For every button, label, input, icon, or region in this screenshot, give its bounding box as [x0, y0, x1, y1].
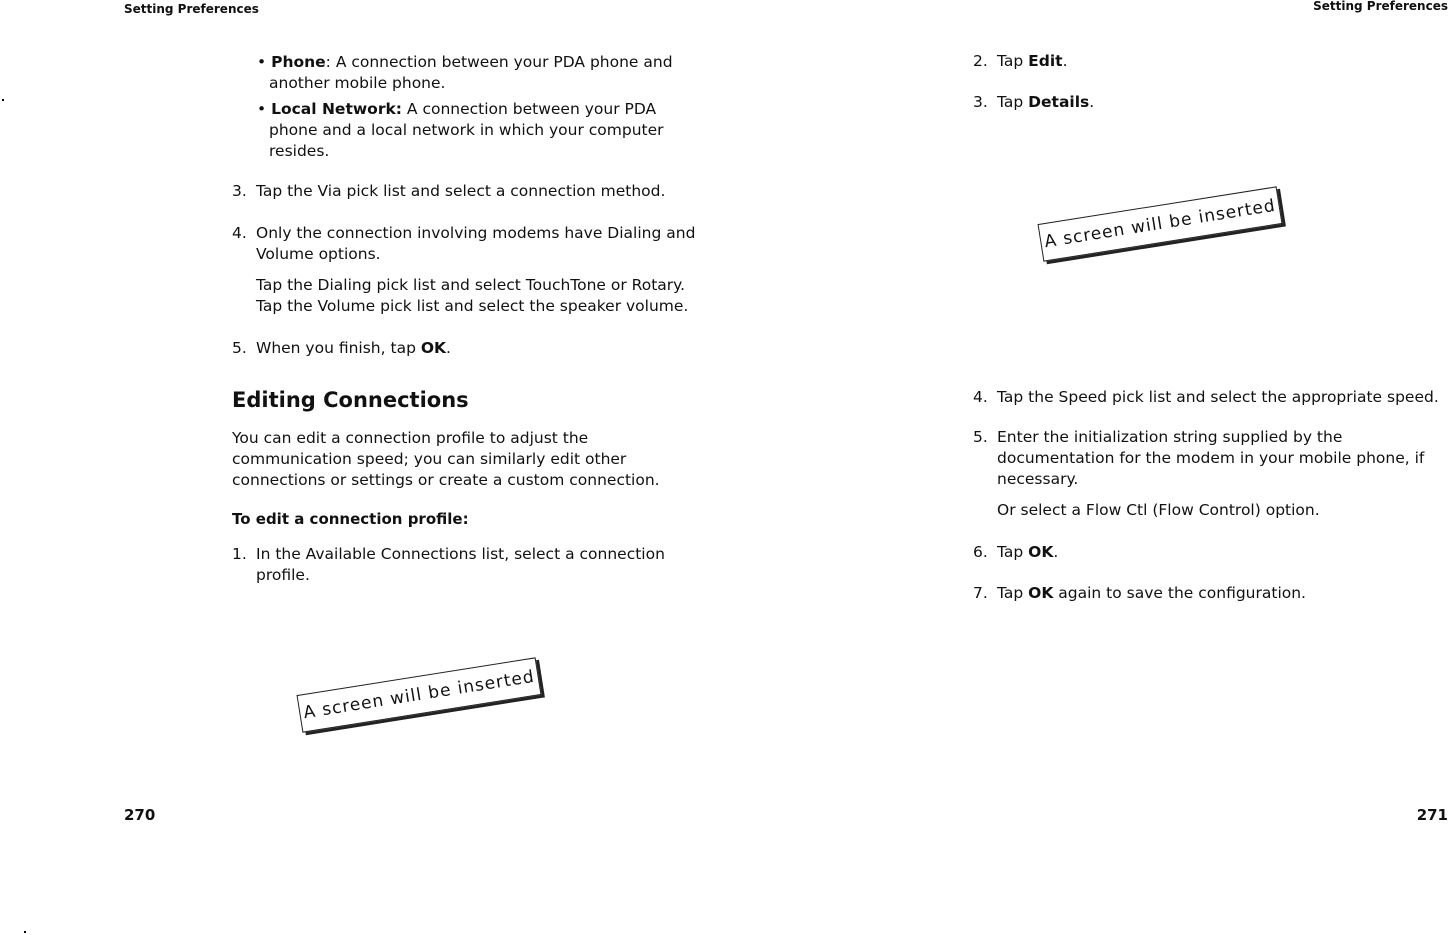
details-label: Details — [1028, 93, 1090, 111]
page-number-right: 271 — [1416, 806, 1448, 824]
step-number: 1. — [232, 545, 247, 563]
step-7 — [973, 583, 1423, 605]
step-number: 6. — [973, 543, 988, 561]
step-5-right — [973, 427, 1448, 493]
para-line: You can edit a connection profile to adjust the — [232, 429, 589, 447]
bullet-term: Local Network: — [271, 100, 402, 118]
bullet-term: Phone — [271, 53, 326, 71]
step-text: Tap — [997, 584, 1029, 602]
bullet-cont: another mobile phone. — [269, 74, 446, 92]
step-1 — [232, 544, 732, 588]
edit-label: Edit — [1028, 52, 1063, 70]
step-number: 5. — [973, 428, 988, 446]
ok-label: OK — [420, 339, 447, 357]
step-6 — [973, 542, 1273, 564]
procedure-heading: To edit a connection profile: — [232, 510, 469, 528]
intro-paragraph — [232, 428, 660, 491]
right-running-header: Setting Preferences — [1313, 0, 1448, 13]
step-punct: . — [1053, 543, 1059, 561]
step-3-right — [973, 92, 1273, 114]
step-text: Enter the initialization string supplied by the — [997, 428, 1343, 446]
step-text: In the Available Connections list, select a connection — [256, 545, 665, 563]
step-number: 4. — [232, 224, 247, 242]
detail-line: Tap the Volume pick list and select the speaker volume. — [256, 297, 689, 315]
step-4-detail — [256, 275, 688, 317]
screen-placeholder — [1038, 186, 1283, 261]
ok-label: OK — [1028, 543, 1054, 561]
step-punct: . — [1062, 52, 1068, 70]
step-text: Tap the Via pick list and select a connection method. — [256, 182, 666, 200]
step-3 — [232, 181, 732, 203]
step-text: Tap — [997, 543, 1029, 561]
section-heading: Editing Connections — [232, 388, 469, 412]
bullet-phone: • Phone: A connection between your PDA phone and another mobile phone. — [257, 52, 717, 94]
step-text: again to save the configuration. — [1053, 584, 1306, 602]
step-text: profile. — [256, 566, 310, 584]
para-line: connections or settings or create a custom connection. — [232, 471, 660, 489]
step-text: Tap — [997, 93, 1029, 111]
bullet-text: A connection between your PDA — [401, 100, 657, 118]
step-2 — [973, 51, 1273, 73]
step-number: 5. — [232, 339, 247, 357]
step-5 — [232, 338, 732, 360]
step-number: 2. — [973, 52, 988, 70]
step-text: Tap the Speed pick list and select the appropriate speed. — [997, 388, 1439, 406]
step-4-right — [973, 387, 1448, 409]
step-number: 3. — [232, 182, 247, 200]
placeholder-text: A screen will be inserted — [301, 666, 537, 724]
ok-label: OK — [1028, 584, 1054, 602]
step-punct: . — [1089, 93, 1095, 111]
placeholder-text: A screen will be inserted — [1042, 195, 1278, 253]
bullet-cont: resides. — [269, 142, 330, 160]
bullet-local-network: • Local Network: A connection between your PDA phone and a local network in which your computer resides. — [257, 99, 717, 162]
page-number-left: 270 — [124, 806, 156, 824]
scan-speck — [24, 931, 26, 933]
step-punct: . — [446, 339, 451, 357]
para-line: communication speed; you can similarly edit other — [232, 450, 627, 468]
bullet-cont: phone and a local network in which your computer — [269, 121, 664, 139]
step-text: Only the connection involving modems have Dialing and — [256, 224, 696, 242]
step-5-alt: Or select a Flow Ctl (Flow Control) option. — [997, 501, 1320, 519]
step-number: 3. — [973, 93, 988, 111]
step-number: 7. — [973, 584, 988, 602]
scan-speck — [2, 99, 4, 101]
step-text: documentation for the modem in your mobile phone, if — [997, 449, 1425, 467]
detail-line: Tap the Dialing pick list and select TouchTone or Rotary. — [256, 276, 686, 294]
step-number: 4. — [973, 388, 988, 406]
step-text: Tap — [997, 52, 1029, 70]
screen-placeholder — [297, 657, 542, 732]
step-text: necessary. — [997, 470, 1079, 488]
left-running-header: Setting Preferences — [124, 2, 259, 16]
step-4 — [232, 223, 732, 267]
bullet-text: : A connection between your PDA phone and — [325, 53, 673, 71]
step-text: When you finish, tap — [256, 339, 421, 357]
step-text: Volume options. — [256, 245, 381, 263]
